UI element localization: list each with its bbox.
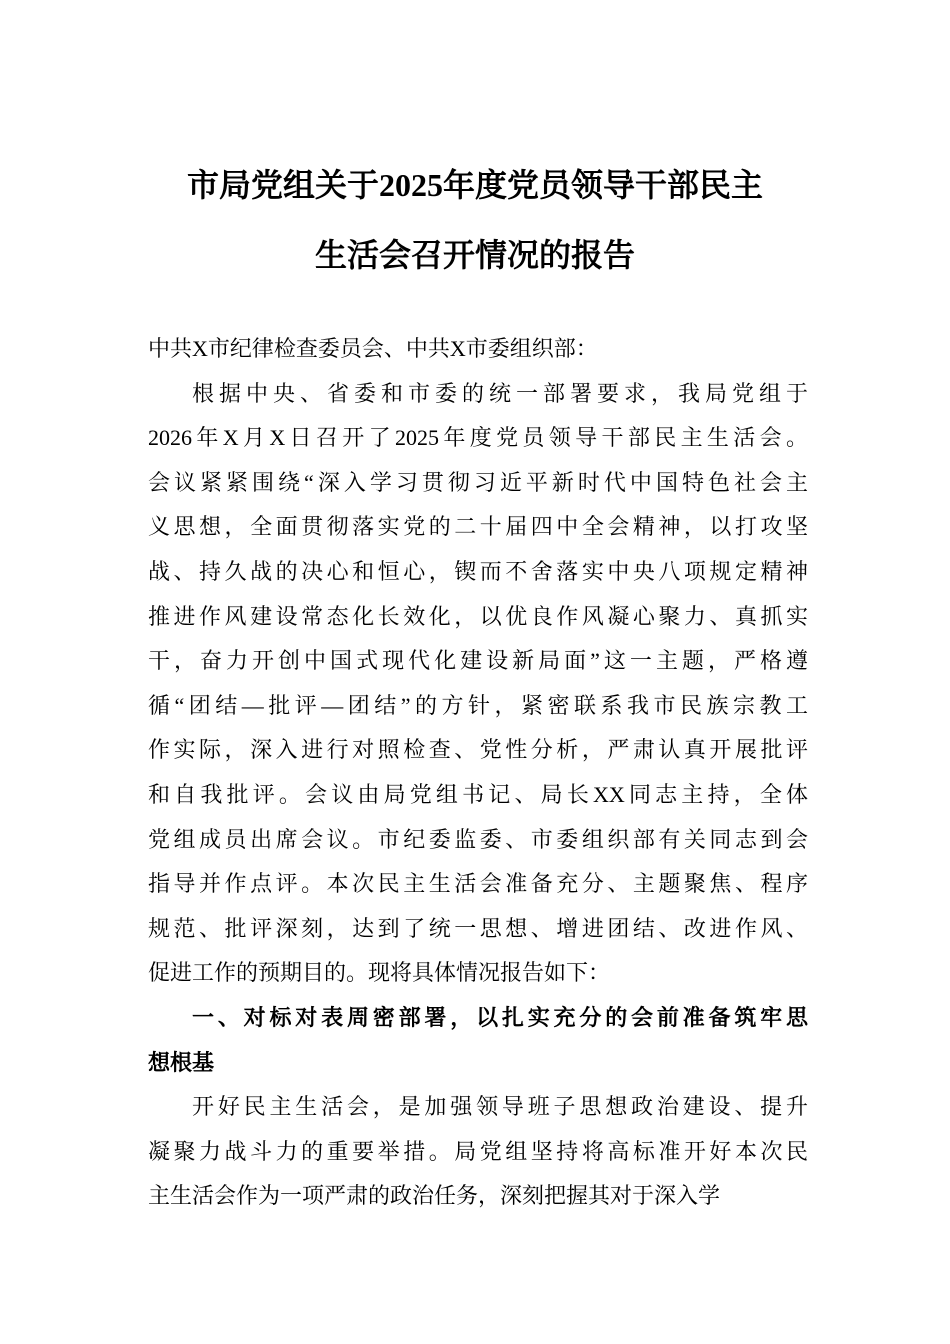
text-line: 和自我批评。会议由局党组书记、局长XX同志主持，全体 <box>148 781 808 807</box>
text-line: 主生活会作为一项严肃的政治任务，深刻把握其对于深入学 <box>148 1183 721 1209</box>
text-line: 凝聚力战斗力的重要举措。局党组坚持将高标准开好本次民 <box>148 1138 808 1164</box>
paragraph-2 <box>148 1085 808 1219</box>
text-line: 会议紧紧围绕“深入学习贯彻习近平新时代中国特色社会主 <box>148 469 808 495</box>
text-line: 党组成员出席会议。市纪委监委、市委组织部有关同志到会 <box>148 826 808 852</box>
text-line: 作实际，深入进行对照检查、党性分析，严肃认真开展批评 <box>148 737 808 763</box>
document-body <box>148 327 808 1219</box>
text-line: 想根基 <box>148 1049 215 1075</box>
text-line: 规范、批评深刻，达到了统一思想、增进团结、改进作风、 <box>148 915 808 941</box>
text-line: 指导并作点评。本次民主生活会准备充分、主题聚焦、程序 <box>148 871 808 897</box>
text-line: 干，奋力开创中国式现代化建设新局面”这一主题，严格遵 <box>148 648 808 674</box>
salutation: 中共X市纪律检查委员会、中共X市委组织部： <box>148 336 598 361</box>
section-heading-1 <box>148 996 808 1085</box>
text-line: 2026年X月X日召开了2025年度党员领导干部民主生活会。 <box>148 425 808 451</box>
text-line: 战、持久战的决心和恒心，锲而不舍落实中央八项规定精神 <box>148 558 808 584</box>
text-line: 循“团结—批评—团结”的方针，紧密联系我市民族宗教工 <box>148 692 808 718</box>
text-line: 开好民主生活会，是加强领导班子思想政治建设、提升 <box>192 1094 808 1120</box>
text-line: 一、对标对表周密部署，以扎实充分的会前准备筑牢思 <box>192 1004 808 1030</box>
text-line: 义思想，全面贯彻落实党的二十届四中全会精神，以打攻坚 <box>148 514 808 540</box>
text-line: 根据中央、省委和市委的统一部署要求，我局党组于 <box>192 380 808 406</box>
title-line: 市局党组关于2025年度党员领导干部民主 <box>186 167 763 203</box>
text-line: 推进作风建设常态化长效化，以优良作风凝心聚力、真抓实 <box>148 603 808 629</box>
title-line: 生活会召开情况的报告 <box>314 237 635 273</box>
text-line: 促进工作的预期目的。现将具体情况报告如下： <box>148 960 611 986</box>
document-title <box>0 150 950 290</box>
paragraph-1 <box>148 372 808 996</box>
